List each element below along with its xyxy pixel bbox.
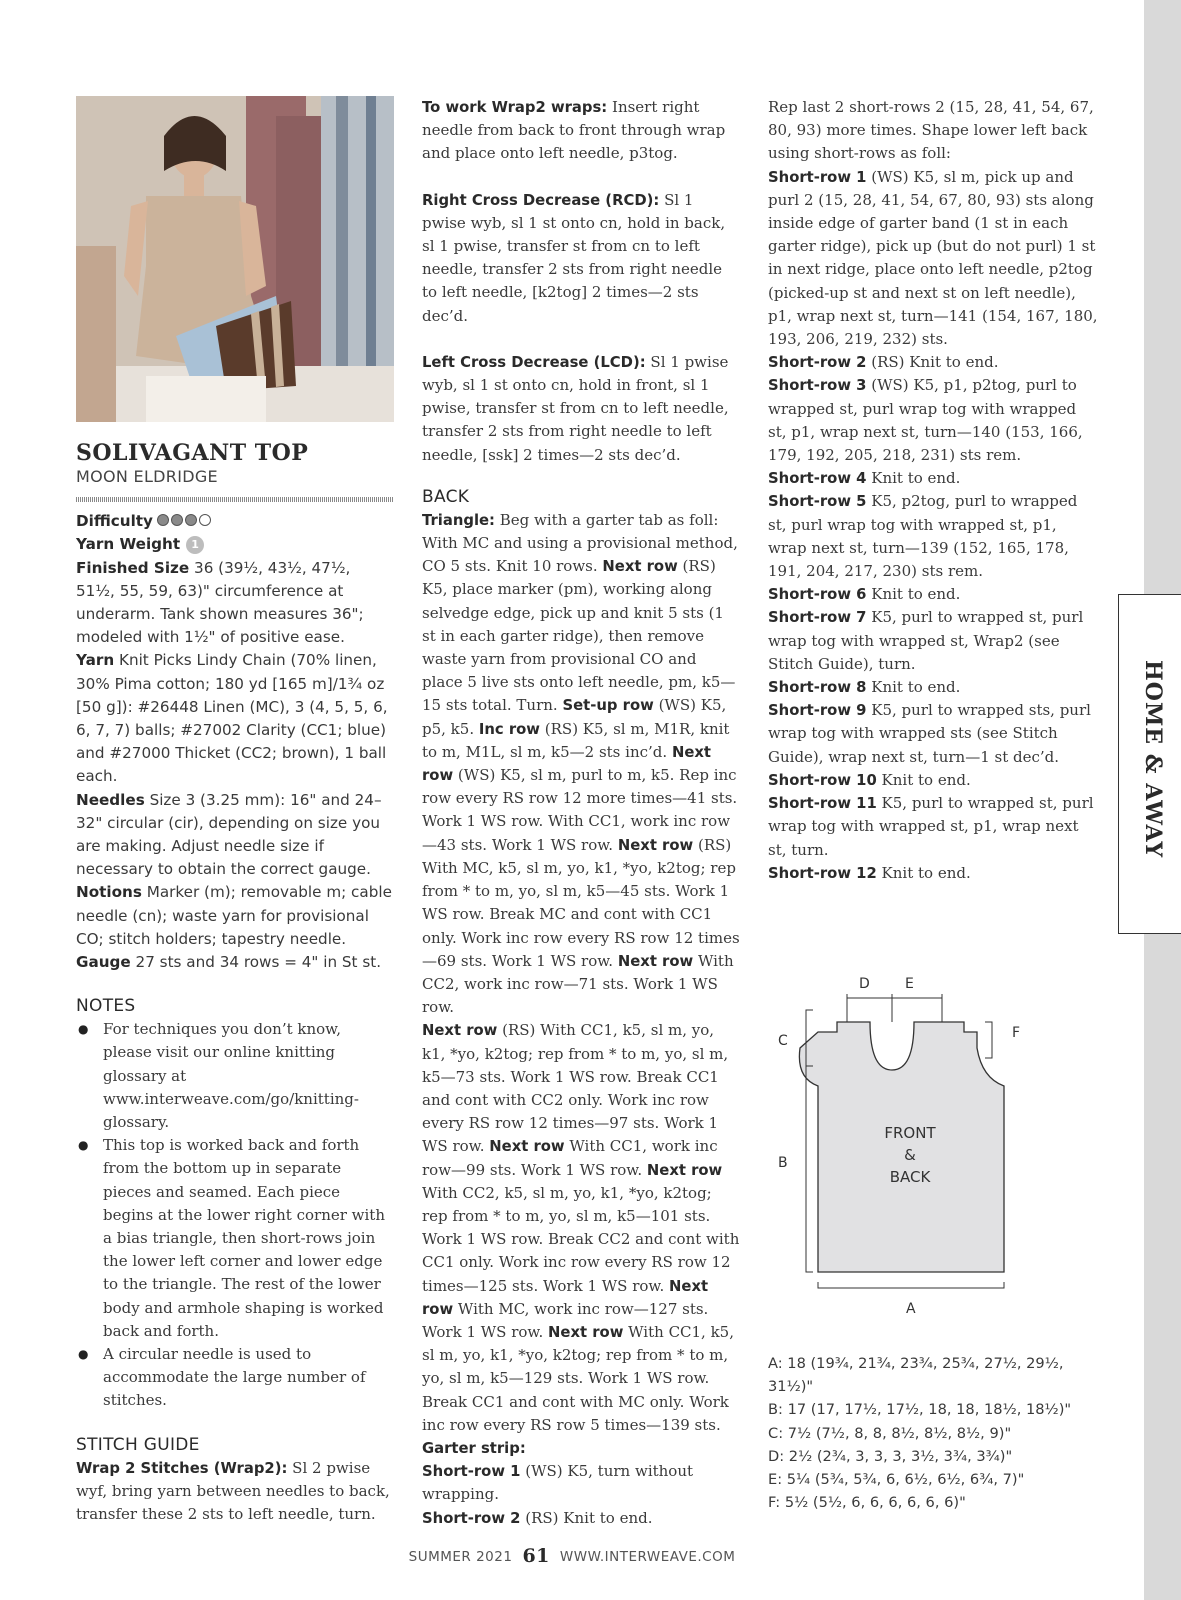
column-middle [422,96,740,1530]
work-wrap2: To work Wrap2 wraps: Insert right needle from back to front through wrap and place onto left needle, p3tog. [422,98,726,163]
garter-short-row-1: Short-row 1 (WS) K5, turn without wrapping. [422,1462,694,1504]
short-row: Short-row 2 (RS) Knit to end. [768,353,999,372]
dim-a-label: A [906,1301,916,1317]
measurements-list [768,1352,1108,1514]
needles-spec: Needles Size 3 (3.25 mm): 16" and 24–32" circular (cir), depending on size you are making. Adjust needle size if necessary to obtain the correct gauge. [76,790,382,879]
measurement-line: E: 5¼ (5¾, 5¾, 6, 6½, 6½, 6¾, 7)" [768,1471,1025,1489]
triangle-paragraph: Triangle: Beg with a garter tab as foll: With MC and using a provisional method, CO 5 sts. Knit 10 rows. Next row (RS) K5, place marker (pm), working along selvedge edge, pick up and knit 5 sts (1 st in each garter ridge), then remove waste yarn from provisional CO and place 5 live sts onto left needle, pm, k5—15 sts total. Turn. Set-up row (WS) K5, p5, k5. Inc row (RS) K5, sl m, M1R, knit to m, M1L, sl m, k5—2 sts inc’d. Next row (WS) K5, sl m, purl to m, k5. Rep inc row every RS row 12 more times—41 sts. Work 1 WS row. With CC1, work inc row—43 sts. Work 1 WS row. Next row (RS) With MC, k5, sl m, yo, k1, *yo, k2tog; rep from * to m, yo, sl m, k5—45 sts. Work 1 WS row. Break MC and cont with CC1 only. Work inc row every RS row 12 times—69 sts. Work 1 WS row. Next row With CC2, work inc row—71 sts. Work 1 WS row. Next row (RS) With CC1, k5, sl m, yo, k1, *yo, k2tog; rep from * to m, yo, sl m, k5—73 sts. Work 1 WS row. Break CC1 and cont with CC2 only. Work inc row every RS row 12 times—97 sts. Work 1 WS row. Next row With CC1, work inc row—99 sts. Work 1 WS row. Next row With CC2, k5, sl m, yo, k1, *yo, k2tog; rep from * to m, yo, sl m, k5—101 sts. Work 1 WS row. Break CC2 and cont with CC1 only. Work inc row every RS row 12 times—125 sts. Work 1 WS row. Next row With MC, work inc row—127 sts. Work 1 WS row. Next row With CC1, k5, sl m, yo, k1, *yo, k2tog; rep from * to m, yo, sl m, k5—129 sts. Work 1 WS row. Break CC1 and cont with MC only. Work inc row every RS row 5 times—139 sts. [422,510,740,1434]
rcd: Right Cross Decrease (RCD): Sl 1 pwise wyb, sl 1 st onto cn, hold in back, sl 1 pwise, transfer st from cn to left needle, transfer 2 sts from right needle to left needle, [k2tog] 2 times—2 sts dec’d. [422,190,726,325]
specs-block [76,510,394,974]
designer-name: MOON ELDRIDGE [76,467,218,486]
notes-list [76,1018,394,1412]
short-row: Short-row 1 (WS) K5, sl m, pick up and purl 2 (15, 28, 41, 54, 67, 80, 93) sts along inside edge of garter band (1 st in each garter ridge), pick up (but do not purl) 1 st in next ridge, place onto left needle, p2tog (picked-up st and next st on left needle), p1, wrap next st, turn—141 (154, 167, 180, 193, 206, 219, 232) sts. [768,167,1098,349]
armhole-dimension-line [985,1022,992,1058]
short-row: Short-row 4 Knit to end. [768,469,961,488]
short-row: Short-row 5 K5, p2tog, purl to wrapped st, purl wrap tog with wrapped st, p1, wrap next st, turn—139 (152, 165, 178, 191, 204, 217, 230) sts rem. [768,492,1078,581]
stitch-guide-continued [422,96,740,467]
divider [76,497,394,502]
short-row: Short-row 11 K5, purl to wrapped st, purl wrap tog with wrapped st, p1, wrap next st, turn. [768,794,1094,859]
short-row: Short-row 3 (WS) K5, p1, p2tog, purl to wrapped st, purl wrap tog with wrapped st, p1, wrap next st, turn—140 (153, 166, 179, 192, 205, 218, 231) sts rem. [768,376,1083,465]
dim-c-label: C [778,1033,788,1049]
model-photo [76,96,394,422]
photo-illustration [76,96,394,422]
garter-strip-label: Garter strip: [422,1439,526,1457]
short-row-intro: Rep last 2 short-rows 2 (15, 28, 41, 54, 67, 80, 93) more times. Shape lower left back using short-rows as foll: [768,98,1094,163]
notions-spec: Notions Marker (m); removable m; cable needle (cn); waste yarn for provisional CO; stitch holders; tapestry needle. [76,883,392,948]
page-footer [0,1545,1144,1567]
lcd: Left Cross Decrease (LCD): Sl 1 pwise wyb, sl 1 st onto cn, hold in front, sl 1 pwise, transfer st from cn to left needle, transfer 2 sts from right needle to left needle, [ssk] 2 times—2 sts dec’d. [422,352,729,464]
measurement-line: D: 2½ (2¾, 3, 3, 3, 3½, 3¾, 3¾)" [768,1447,1013,1465]
section-tab-label: HOME & AWAY [1140,660,1166,859]
note-item: ● For techniques you don’t know, please visit our online knitting glossary at www.interweave.com/go/knitting-glossary. [76,1018,394,1134]
notes-heading: NOTES [76,996,136,1017]
measurement-line: F: 5½ (5½, 6, 6, 6, 6, 6, 6)" [768,1494,966,1512]
footer-issue: SUMMER 2021 [408,1549,513,1565]
garment-outline [799,1022,1004,1272]
yarn-spec: Yarn Knit Picks Lindy Chain (70% linen, 30% Pima cotton; 180 yd [165 m]/1¾ oz [50 g]): #26448 Linen (MC), 3 (4, 5, 5, 6, 6, 7, 7) balls; #27002 Clarity (CC1; blue) and #27000 Thicket (CC2; brown), 1 ball each. [76,651,388,786]
schematic-label-front: FRONT [884,1124,936,1142]
column-left [76,96,394,1526]
pattern-title: SOLIVAGANT TOP [76,440,309,466]
column-right [768,96,1098,885]
note-item: ● A circular needle is used to accommodate the large number of stitches. [76,1343,394,1413]
short-row: Short-row 6 Knit to end. [768,585,961,604]
measurement-line: B: 17 (17, 17½, 17½, 18, 18, 18½, 18½)" [768,1401,1072,1419]
page-number: 61 [522,1545,550,1567]
gauge-spec: Gauge 27 sts and 34 rows = 4" in St st. [76,952,382,971]
schematic-label-amp: & [904,1146,916,1164]
short-row: Short-row 7 K5, purl to wrapped st, purl wrap tog with wrapped st, Wrap2 (see Stitch Guide), turn. [768,608,1084,673]
dim-f-label: F [1012,1025,1021,1041]
short-row-instructions [768,96,1098,885]
stitch-guide-heading: STITCH GUIDE [76,1434,200,1455]
schematic-label-back: BACK [889,1168,931,1186]
stitch-guide-wrap2: Wrap 2 Stitches (Wrap2): Sl 2 pwise wyf, bring yarn between needles to back, transfer these 2 sts to left needle, turn. [76,1458,390,1524]
measurement-line: A: 18 (19¾, 21¾, 23¾, 25¾, 27½, 29½, 31½)" [768,1355,1064,1396]
difficulty-label: Difficulty [76,512,153,531]
back-instructions [422,509,740,1530]
short-row: Short-row 8 Knit to end. [768,678,961,697]
dim-d-label: D [859,976,870,992]
footer-site: WWW.INTERWEAVE.COM [559,1549,736,1565]
yarn-weight-line [76,533,394,556]
garter-short-row-2: Short-row 2 (RS) Knit to end. [422,1508,653,1527]
difficulty-line [76,510,394,533]
short-row: Short-row 12 Knit to end. [768,863,971,882]
short-row: Short-row 10 Knit to end. [768,770,971,789]
back-heading: BACK [422,486,470,507]
finished-size: Finished Size 36 (39½, 43½, 47½, 51½, 55, 59, 63)" circumference at underarm. Tank shown measures 36"; modeled with 1½" of positive ease. [76,558,364,647]
yarn-weight-icon: 1 [186,536,204,554]
measurement-line: C: 7½ (7½, 8, 8, 8½, 8½, 8½, 9)" [768,1424,1012,1442]
neck-dimension-lines [847,994,942,1022]
dim-e-label: E [905,976,914,992]
yarn-weight-label: Yarn Weight [76,535,181,554]
width-dimension-line [818,1282,1004,1288]
note-item: ● This top is worked back and forth from the bottom up in separate pieces and seamed. Each piece begins at the lower right corner with a bias triangle, then short-rows join the lower left corner and lower edge to the triangle. The rest of the lower body and armhole shaping is worked back and forth. [76,1134,394,1343]
short-row: Short-row 9 K5, purl to wrapped sts, purl wrap tog with wrapped sts (see Stitch Guide), wrap next st, turn—1 st dec’d. [768,701,1091,766]
difficulty-rating-icon [157,510,213,533]
garment-schematic [772,970,1072,1330]
dim-b-label: B [778,1155,788,1171]
